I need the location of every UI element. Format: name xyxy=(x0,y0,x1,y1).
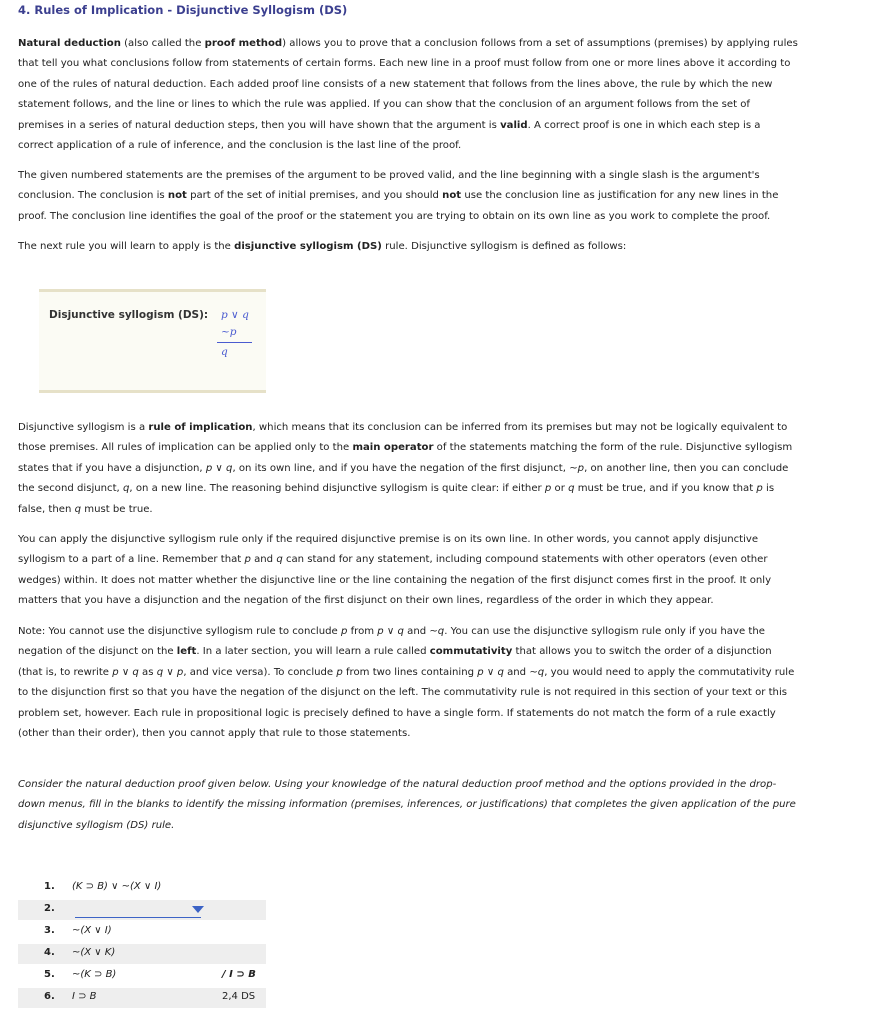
text-run: . In a later section, you will learn a rule called xyxy=(196,646,430,658)
proof-line-number: 2. xyxy=(44,903,55,914)
text-run: (also called the xyxy=(120,38,205,49)
text-run: from xyxy=(347,626,378,637)
text-run: . You can use the disjunctive syllogism rule only if you have the negation of the disjunct on the xyxy=(18,626,765,658)
text-run: ~q xyxy=(429,626,445,637)
text-run: as xyxy=(138,666,157,678)
paragraph-next-rule xyxy=(18,237,798,257)
proof-row-6 xyxy=(18,988,266,1008)
text-run: p xyxy=(544,483,552,495)
text-run: rule. Disjunctive syllogism is defined as follows: xyxy=(381,241,627,252)
dropdown-arrow-icon[interactable] xyxy=(192,906,204,913)
proof-statement: ~(X ∨ I) xyxy=(72,925,112,936)
text-run: Consider the natural deduction proof given below. Using your knowledge of the natural deduction proof method and the options provided in the drop-down menus, fill in the blanks to identify the missing information (premises, inferences, or justifications) that completes the given application of the pure disjunctive syllogism (DS) rule. xyxy=(18,779,796,831)
text-run: The given numbered statements are the premises of the argument to be proved valid, and the line beginning with a single slash is the argument's conclusion. The conclusion is xyxy=(18,170,760,202)
text-run: , on its own line, and if you have the negation of the first disjunct, xyxy=(232,462,570,474)
proof-row-3 xyxy=(18,922,266,942)
text-run: main operator xyxy=(352,442,434,454)
rule-label: Disjunctive syllogism (DS): xyxy=(49,309,209,321)
text-run: Note: You cannot use the disjunctive syllogism rule to conclude xyxy=(18,626,341,637)
text-run: , on a new line. The reasoning behind disjunctive syllogism is quite clear: if either xyxy=(129,483,545,495)
proof-statement: ~(K ⊃ B) xyxy=(72,969,117,980)
text-run: q xyxy=(276,554,283,566)
paragraph-premises-conclusion xyxy=(18,166,798,227)
text-run: that allows you to switch the order of a disjunction (that is, to rewrite xyxy=(18,646,772,678)
text-run: Natural deduction xyxy=(18,38,121,49)
text-run: p xyxy=(336,666,343,678)
proof-line-number: 1. xyxy=(44,881,55,892)
text-run: and xyxy=(503,666,530,678)
text-run: Disjunctive syllogism is a xyxy=(18,422,149,433)
text-run: proof method xyxy=(204,38,283,49)
text-run: commutativity xyxy=(429,646,513,658)
text-run: or xyxy=(551,483,569,495)
proof-statement: I ⊃ B xyxy=(72,991,97,1002)
text-run: , on another line, then you can conclude the second disjunct, xyxy=(18,462,789,495)
text-run: , and vice versa). To conclude xyxy=(183,666,337,678)
text-run: and xyxy=(250,554,277,566)
proof-conclusion-target: / I ⊃ B xyxy=(222,969,256,980)
text-run: , which means that its conclusion can be inferred from its premises but may not be logically equivalent to those premises. All rules of implication can be applied only to the xyxy=(18,422,788,454)
text-run: p ∨ q xyxy=(112,666,139,678)
section-title: 4. Rules of Implication - Disjunctive Syllogism (DS) xyxy=(18,3,348,17)
proof-row-5 xyxy=(18,966,266,986)
rule-premise-1: p ∨ q xyxy=(221,309,249,321)
text-run: You can apply the disjunctive syllogism rule only if the required disjunctive premise is on its own line. In other words, you cannot apply disjunctive syllogism to a part of a line. Remember that xyxy=(18,534,759,566)
text-run: q xyxy=(122,483,130,495)
text-run: of the statements matching the form of the rule. Disjunctive syllogism states that if you have a disjunction, xyxy=(18,442,793,474)
text-run: is false, then xyxy=(18,483,775,515)
text-run: q xyxy=(568,483,575,495)
text-run: ) allows you to prove that a conclusion follows from a set of assumptions (premises) by applying rules that tell you what conclusions follow from statements of certain forms. Each new line in a proof must follow from one or more lines above it according to one of the rules of natural deduction. Each added proof line consists of a new statement that follows from the lines above, the rule by which the new statement follows, and the line or lines to which the rule was applied. If you can show that the conclusion of an argument follows from the set of premises in a series of natural deduction steps, then you will have shown that the argument is xyxy=(18,38,798,131)
paragraph-natural-deduction xyxy=(18,34,798,156)
proof-row-4 xyxy=(18,944,266,964)
text-run: p ∨ q xyxy=(205,462,233,474)
text-run: ~p xyxy=(569,462,585,474)
proof-line-number: 6. xyxy=(44,991,55,1002)
text-run: not xyxy=(167,190,187,202)
paragraph-own-line xyxy=(18,530,798,612)
text-run: p ∨ q xyxy=(377,626,404,637)
proof-statement: ~(X ∨ K) xyxy=(72,947,116,958)
proof-row-1 xyxy=(18,878,266,898)
text-run: must be true, and if you know that xyxy=(574,483,757,495)
proof-justification: 2,4 DS xyxy=(222,991,256,1002)
paragraph-instructions xyxy=(18,775,798,836)
rule-conclusion: q xyxy=(221,346,228,358)
text-run: rule of implication xyxy=(148,422,253,433)
text-run: p ∨ q xyxy=(477,666,504,678)
text-run: ~q xyxy=(529,666,545,678)
text-run: and xyxy=(403,626,430,637)
text-run: valid xyxy=(500,119,528,131)
text-run: from two lines containing xyxy=(342,666,478,678)
text-run: not xyxy=(442,190,462,202)
text-run: use the conclusion line as justification for any new lines in the proof. The conclusion line identifies the goal of the proof or the statement you are trying to obtain on its own line as you work to complete the proof. xyxy=(18,190,779,222)
paragraph-rule-of-implication xyxy=(18,418,798,520)
proof-row-2 xyxy=(18,900,266,920)
text-run: q xyxy=(74,503,82,515)
proof-line-number: 3. xyxy=(44,925,55,936)
proof-statement: (K ⊃ B) ∨ ~(X ∨ I) xyxy=(72,881,162,892)
text-run: . A correct proof is one in which each step is a correct application of a rule of inference, and the conclusion is the last line of the proof. xyxy=(18,119,761,152)
text-run: p xyxy=(756,483,763,495)
text-run: can stand for any statement, including compound statements with other operators (even other wedges) within. It does not matter whether the disjunctive line or the line containing the negation of the first disjunct comes first in the proof. It only matters that you have a disjunction and the negation of the first disjunct on their own lines, regardless of the order in which they appear. xyxy=(18,554,772,607)
proof-line-number: 4. xyxy=(44,947,55,958)
text-run: must be true. xyxy=(81,503,153,515)
text-run: , you would need to apply the commutativity rule to the disjunction first so that you have the negation of the disjunct on the left. The commutativity rule is not required in this section of your text or this problem set, however. Each rule in propositional logic is precisely defined to have a single form. If statements do not match the form of a rule exactly (other than their order), then you cannot apply that rule to those statements. xyxy=(18,666,795,740)
text-run: p xyxy=(340,626,348,637)
text-run: The next rule you will learn to apply is the xyxy=(18,241,235,252)
paragraph-note-commutativity xyxy=(18,622,798,744)
proof-line-number: 5. xyxy=(44,969,55,980)
rule-premise-2: ~p xyxy=(221,326,237,338)
text-run: disjunctive syllogism (DS) xyxy=(234,241,382,252)
premise-dropdown[interactable] xyxy=(75,902,201,918)
text-run: left xyxy=(176,646,197,658)
rule-definition-box xyxy=(39,289,266,393)
text-run: part of the set of initial premises, and you should xyxy=(186,190,443,202)
rule-divider xyxy=(217,342,252,343)
text-run: q ∨ p xyxy=(156,666,184,678)
text-run: p xyxy=(244,554,251,566)
